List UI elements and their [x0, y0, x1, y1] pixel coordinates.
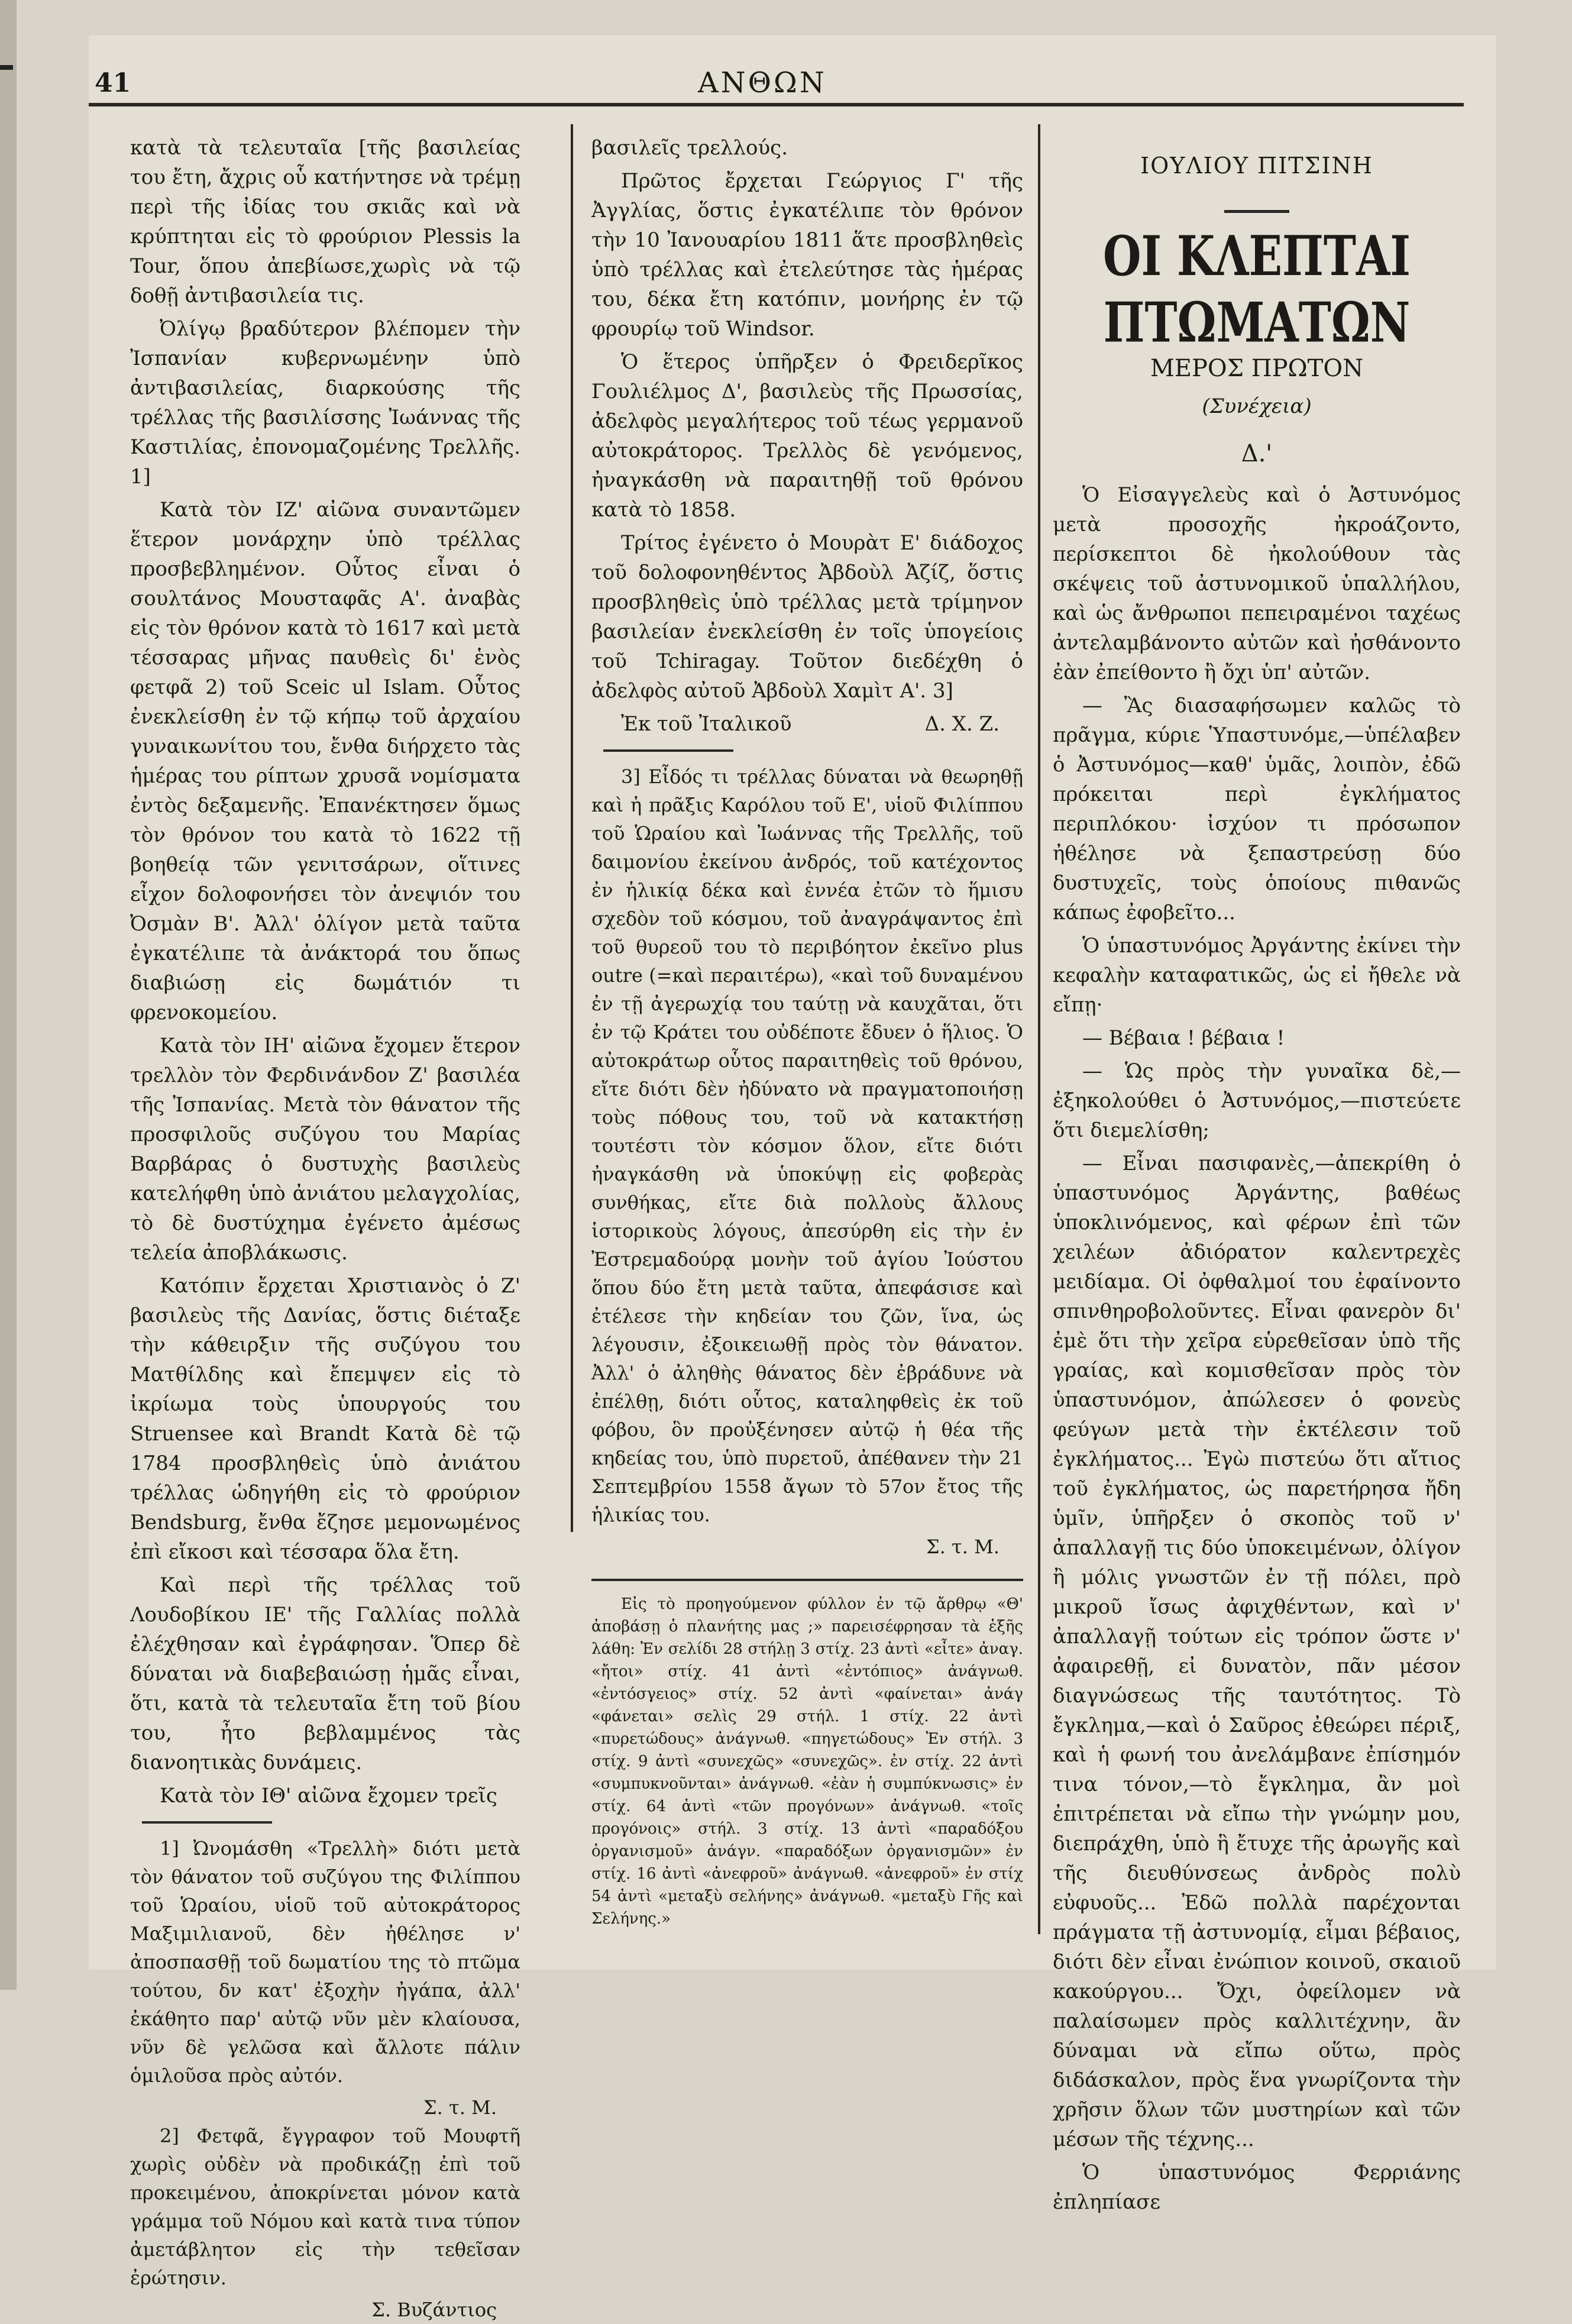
header-rule — [89, 103, 1464, 106]
story-author: ΙΟΥΛΙΟΥ ΠΙΤΣΙΝΗ — [1140, 153, 1373, 179]
errata-rule — [591, 1579, 1023, 1581]
column-2 — [591, 133, 1023, 1934]
paragraph: κατὰ τὰ τελευταῖα [τῆς βασιλείας του ἔτη, ἄχρις οὗ κατήντησε νὰ τρέμῃ περὶ τῆς ἰδίας του σκιᾶς καὶ νὰ κρύπτηται εἰς τὸ φρούριον Plessis la Tour, ὅπου ἀπεβίωσε,χωρὶς νὰ τῷ δοθῇ ἀντιβασιλεία τις. — [130, 136, 520, 308]
paragraph: βασιλεῖς τρελλούς. — [591, 136, 788, 160]
story-title: ΟΙ ΚΛΕΠΤΑΙ ΠΤΩΜΑΤΩΝ — [1103, 225, 1411, 355]
column-3 — [1053, 151, 1461, 2220]
chapter-number: Δ.' — [1241, 440, 1273, 467]
continued-label: (Συνέχεια) — [1202, 395, 1312, 418]
paragraph: Τρίτος ἐγένετο ὁ Μουρὰτ Ε' διάδοχος τοῦ δολοφονηθέντος Ἀβδοὺλ Ἀζίζ, ὅστις προσβληθεὶς ὑπὸ τρέλλας μετὰ τρίμηνον βασιλείαν ἐνεκλείσθη ἐν τοῖς ὑπογείοις τοῦ Tchiragay. Τοῦτον διεδέχθη ὁ ἀδελφὸς αὐτοῦ Ἀβδοὺλ Χαμὶτ Α'. 3] — [591, 531, 1023, 703]
page-edge — [0, 0, 17, 1990]
column-divider-1 — [571, 124, 573, 1532]
footnote-rule — [142, 1821, 272, 1824]
footnote: 2] Φετφᾶ, ἔγγραφον τοῦ Μουφτῆ χωρὶς οὐδὲν νὰ προδικάζῃ ἐπὶ τοῦ προκειμένου, ἀποκρίνεται μόνον κατὰ γράμμα τοῦ Νόμου καὶ κατὰ τινα τύπον ἀμετάβλητον εἰς τὴν τεθεῖσαν ἐρώτησιν. — [130, 2125, 520, 2289]
footnote-signature: Σ. τ. Μ. — [926, 1536, 1000, 1558]
paragraph: — Ἂς διασαφήσωμεν καλῶς τὸ πρᾶγμα, κύριε Ὑπαστυνόμε,—ὑπέλαβεν ὁ Ἀστυνόμος—καθ' ὑμᾶς, λοιπὸν, ἐδῶ πρόκειται περὶ ἐγκλήματος περιπλόκου· ἰσχύον τι πρόσωπον ἠθέλησε νὰ ξεπαστρεύσῃ δύο δυστυχεῖς, τοὺς ὁποίους πιθανῶς κάπως ἐφοβεῖτο... — [1053, 694, 1461, 925]
paragraph: Κατὰ τὸν ΙΘ' αἰῶνα ἔχομεν τρεῖς — [160, 1784, 497, 1808]
column-divider-2 — [1038, 124, 1040, 1934]
paragraph: Ὁ ἕτερος ὑπῆρξεν ὁ Φρειδερῖκος Γουλιέλμος Δ', βασιλεὺς τῆς Πρωσσίας, ἀδελφὸς μεγαλήτερος τοῦ τέως γερμανοῦ αὐτοκράτορος. Τρελλὸς δὲ γενόμενος, ἠναγκάσθη νὰ παραιτηθῇ τοῦ θρόνου κατὰ τὸ 1858. — [591, 350, 1023, 522]
paragraph: Κατόπιν ἔρχεται Χριστιανὸς ὁ Ζ' βασιλεὺς τῆς Δανίας, ὅστις διέταξε τὴν κάθειρξιν τῆς συζύγου του Ματθίλδης καὶ ἔπεμψεν εἰς τὸ ἰκρίωμα τοὺς ὑπουργούς του Struensee καὶ Brandt Κατὰ δὲ τῷ 1784 προσβληθεὶς ὑπὸ ἀνιάτου τρέλλας ὡδηγήθη εἰς τὸ φρούριον Bendsburg, ἔνθα ἔζησε μεμονωμένος ἐπὶ εἴκοσι καὶ τέσσαρα ὅλα ἔτη. — [130, 1274, 520, 1564]
source-credit — [591, 709, 1023, 739]
paragraph: Ὁ ὑπαστυνόμος Φερριάνης ἐπληπίασε — [1053, 2161, 1461, 2214]
paragraph: Κατὰ τὸν ΙΖ' αἰῶνα συναντῶμεν ἕτερον μονάρχην ὑπὸ τρέλλας προσβεβλημένον. Οὗτος εἶναι ὁ σουλτάνος Μουσταφᾶς Α'. ἀναβὰς εἰς τὸν θρόνον κατὰ τὸ 1617 καὶ μετὰ τέσσαρας μῆνας παυθεὶς δι' ἑνὸς φετφᾶ 2) τοῦ Sceic ul Islam. Οὗτος ἐνεκλείσθη ἐν τῷ κήπῳ τοῦ ἀρχαίου γυναικωνίτου του, ἔνθα διήρχετο τὰς ἡμέρας του ρίπτων χρυσᾶ νομίσματα ἐντὸς δεξαμενῆς. Ἐπανέκτησεν ὅμως τὸν θρόνον του κατὰ τὸ 1622 τῇ βοηθείᾳ τῶν γενιτσάρων, οἵτινες εἶχον δολοφονήσει τὸν ἀνεψιόν του Ὀσμὰν Β'. Ἀλλ' ὀλίγον μετὰ ταῦτα ἐγκατέλιπε τὰ ἀνάκτορά του ὅπως διαβιώσῃ εἰς δωμάτιόν τι φρενοκομείου. — [130, 498, 520, 1024]
title-dash — [1224, 210, 1289, 213]
paragraph: Ὁ ὑπαστυνόμος Ἀργάντης ἐκίνει τὴν κεφαλὴν καταφατικῶς, ὡς εἰ ἤθελε νὰ εἴπῃ· — [1053, 934, 1461, 1017]
footnote: 3] Εἶδός τι τρέλλας δύναται νὰ θεωρηθῇ καὶ ἡ πρᾶξις Καρόλου τοῦ Ε', υἱοῦ Φιλίππου τοῦ Ὡραίου καὶ Ἰωάννας τῆς Τρελλῆς, τοῦ δαιμονίου ἐκείνου ἀνδρός, τοῦ κατέχοντος ἐν ἡλικίᾳ δέκα καὶ ἐννέα ἐτῶν τὸ ἥμισυ σχεδὸν τοῦ κόσμου, τοῦ ἀναγράψαντος ἐπὶ τοῦ θυρεοῦ του τὸ περιβόητον ἐκεῖνο plus outre (=καὶ περαιτέρω), «καὶ τοῦ δυναμένου ἐν τῇ ἀγερωχίᾳ του ταύτῃ νὰ καυχᾶται, ὅτι ἐν τῷ Κράτει του οὐδέποτε ἔδυεν ὁ ἥλιος. Ὁ αὐτοκράτωρ οὗτος παραιτηθεὶς τοῦ θρόνου, εἴτε διότι δὲν ἠδύνατο νὰ πραγματοποιήσῃ τοὺς πόθους του, τοῦ νὰ κατακτήσῃ τουτέστι τὸν κόσμον ὅλον, εἴτε διότι ἠναγκάσθη νὰ ὑποκύψῃ εἰς φοβερὰς συνθήκας, εἴτε διὰ πολλοὺς ἄλλους ἱστορικοὺς λόγους, ἀπεσύρθη εἰς τὴν ἐν Ἐστρεμαδούρᾳ μονὴν τοῦ ἁγίου Ἰούστου ὅπου δύο ἔτη μετὰ ταῦτα, ἀπεφάσισε καὶ ἐτέλεσε τὴν κηδείαν του ζῶν, ἵνα, ὡς λέγουσιν, ἐξοικειωθῇ πρὸς τὸν θάνατον. Ἀλλ' ὁ ἀληθὴς θάνατος δὲν ἐβράδυνε νὰ ἐπέλθῃ, διότι οὗτος, καταληφθεὶς ἐκ τοῦ φόβου, ὃν προὐξένησεν αὐτῷ ἡ θέα τῆς κηδείας του, ὑπὸ πυρετοῦ, ἀπέθανεν τὴν 21 Σεπτεμβρίου 1558 ἄγων τὸ 57ον ἔτος τῆς ἡλικίας του. — [591, 765, 1023, 1526]
paragraph: Ὁ Εἰσαγγελεὺς καὶ ὁ Ἀστυνόμος μετὰ προσοχῆς ἠκροάζοντο, περίσκεπτοι δὲ ἠκολούθουν τὰς σκέψεις τοῦ ἀστυνομικοῦ ὑπαλλήλου, καὶ ὡς ἄνθρωποι πεπειραμένοι ταχέως ἀντελαμβάνοντο αὐτῶν καὶ ἠσθάνοντο ἐὰν ἐπείθοντο ἢ ὄχι ὑπ' αὐτῶν. — [1053, 483, 1461, 684]
footnote-signature: Σ. τ. Μ. — [423, 2096, 497, 2119]
page-number: 41 — [95, 68, 131, 98]
paragraph: — Εἶναι πασιφανὲς,—ἀπεκρίθη ὁ ὑπαστυνόμος Ἀργάντης, βαθέως ὑποκλινόμενος, καὶ φέρων ἐπὶ τῶν χειλέων ἀδιόρατον καλεντρεχὲς μειδίαμα. Οἱ ὀφθαλμοί του ἐφαίνοντο σπινθηροβολοῦντες. Εἶναι φανερὸν δι' ἐμὲ ὅτι τὴν χεῖρα εὑρεθεῖσαν ὑπὸ τῆς γραίας, καὶ κομισθεῖσαν πρὸς τὸν ὑπαστυνόμον, ἀπώλεσεν ὁ φονεὺς φεύγων μετὰ τὴν ἐκτέλεσιν τοῦ ἐγκλήματος... Ἐγὼ πιστεύω ὅτι αἴτιος τοῦ ἐγκλήματος, ὡς παρετήρησα ἤδη ὑμῖν, ὑπῆρξεν ὁ σκοπὸς τοῦ ν' ἀπαλλαγῇ τις δύο ὑποκειμένων, ὀλίγον ἢ μόλις γνωστῶν ἐν τῇ πόλει, πρὸ μικροῦ ἴσως ἀφιχθέντων, καὶ ν' ἀπαλλαγῇ τούτων εἰς τρόπον ὥστε ν' ἀφαιρεθῇ, εἰ δυνατὸν, πᾶν μέσον διαγνώσεως τῆς ταυτότητος. Τὸ ἔγκλημα,—καὶ ὁ Σαῦρος ἐθεώρει πέριξ, καὶ ἡ φωνή του ἀνελάμβανε ἐπίσημόν τινα τόνον,—τὸ ἔγκλημα, ἂν μοὶ ἐπιτρέπεται νὰ εἴπω τὴν γνώμην μου, διεπράχθη, ὑπὸ ἣ ἔτυχε τῆς ἀρωγῆς καὶ τῆς διευθύνσεως ἀνδρὸς πολὺ εὐφυοῦς... Ἐδῶ πολλὰ παρέχονται πράγματα τῇ ἀστυνομίᾳ, εἶμαι βέβαιος, διότι δὲν εἶναι ἐνώπιον κοινοῦ, σκαιοῦ κακούργου... Ὄχι, ὀφείλομεν νὰ παλαίσωμεν πρὸς καλλιτέχνην, ἂν δύναμαι νὰ εἴπω οὕτω, πρὸς διδάσκαλον, πρὸς ἕνα γνωρίζοντα τὴν χρῆσιν ὅλων τῶν μυστηρίων καὶ τῶν μέσων τῆς τέχνης... — [1053, 1152, 1461, 2151]
story-part: ΜΕΡΟΣ ΠΡΩΤΟΝ — [1150, 355, 1364, 382]
source-initials: Δ. Χ. Ζ. — [924, 712, 1000, 736]
errata-notice: Εἰς τὸ προηγούμενον φύλλον ἐν τῷ ἄρθρῳ «Θ' ἀποβάσῃ ὁ πλανήτης μας ;» παρεισέφρησαν τὰ ἑξῆς λάθη: Ἐν σελίδι 28 στήλῃ 3 στίχ. 23 ἀντὶ «εἶτε» ἀναγ. «ἤτοι» στίχ. 41 ἀντὶ «ἐντόπιος» ἀνάγνωθ. «ἐντόσγειος» στίχ. 52 ἀντὶ «φαίνεται» ἀνάγ «φάνεται» σελὶς 29 στήλ. 1 στίχ. 22 ἀντὶ «πυρετώδους» ἀνάγνωθ. «πηγετώδους» Ἐν στήλ. 3 στίχ. 9 ἀντὶ «συνεχῶς» «συνεχῶς». ἐν στίχ. 22 ἀντὶ «συμπυκνοῦνται» ἀνάγνωθ. «ἐὰν ἡ συμπύκνωσις» ἐν στίχ. 64 ἀντὶ «τῶν προγόνων» ἀνάγνωθ. «τοῖς προγόνοις» στήλ. 3 στίχ. 13 ἀντὶ «παραδόξου ὀργανισμοῦ» ἀνάγν. «παραδόξων ὀργανισμῶν» ἐν στίχ. 16 ἀντὶ «ἀνεφροῦ» ἀνάγνωθ. «ἀνεφροῦ» ἐν στίχ 54 ἀντὶ «μεταξὺ σελήνης» ἀνάγνωθ. «μεταξὺ Γῆς καὶ Σελήνης.» — [591, 1595, 1023, 1928]
source-line: Ἐκ τοῦ Ἰταλικοῦ — [621, 712, 792, 736]
paragraph: — Βέβαια ! βέβαια ! — [1082, 1026, 1285, 1050]
journal-title: ΑΝΘΩΝ — [698, 66, 827, 99]
column-1 — [130, 133, 520, 2324]
footnote: 1] Ὠνομάσθη «Τρελλὴ» διότι μετὰ τὸν θάνατον τοῦ συζύγου της Φιλίππου τοῦ Ὡραίου, υἱοῦ τοῦ αὐτοκράτορος Μαξιμιλιανοῦ, δὲν ἠθέλησε ν' ἀποσπασθῇ τοῦ δωματίου της τὸ πτῶμα τούτου, δν κατ' ἐξοχὴν ἠγάπα, ἀλλ' ἐκάθητο παρ' αὐτῷ νῦν μὲν κλαίουσα, νῦν δὲ γελῶσα καὶ ἄλλοτε πάλιν ὁμιλοῦσα πρὸς αὐτόν. — [130, 1837, 520, 2087]
paragraph: Ὀλίγῳ βραδύτερον βλέπομεν τὴν Ἰσπανίαν κυβερνωμένην ὑπὸ ἀντιβασιλείας, διαρκούσης τῆς τρέλλας τῆς βασιλίσσης Ἰωάννας τῆς Καστιλίας, ἐπονομαζομένης Τρελλῆς. 1] — [130, 317, 520, 489]
footnote-rule — [603, 749, 733, 752]
footnote-signature: Σ. Βυζάντιος — [371, 2299, 497, 2321]
edge-mark — [0, 65, 13, 70]
paragraph: Κατὰ τὸν ΙΗ' αἰῶνα ἔχομεν ἕτερον τρελλὸν τὸν Φερδινάνδον Ζ' βασιλέα τῆς Ἰσπανίας. Μετὰ τὸν θάνατον τῆς προσφιλοῦς συζύγου του Μαρίας Βαρβάρας ὁ δυστυχὴς βασιλεὺς κατελήφθη ὑπὸ ἀνιάτου μελαγχολίας, τὸ δὲ δυστύχημα ἐγένετο ἀμέσως τελεία ἀποβλάκωσις. — [130, 1034, 520, 1265]
paragraph: Πρῶτος ἔρχεται Γεώργιος Γ' τῆς Ἀγγλίας, ὅστις ἐγκατέλιπε τὸν θρόνον τὴν 10 Ἰανουαρίου 1811 ἅτε προσβληθεὶς ὑπὸ τρέλλας καὶ ἐτελεύτησε τὰς ἡμέρας του, δέκα ἔτη κατόπιν, μονήρης ἐν τῷ φρουρίῳ τοῦ Windsor. — [591, 169, 1023, 341]
paragraph: — Ὡς πρὸς τὴν γυναῖκα δὲ,—ἐξηκολούθει ὁ Ἀστυνόμος,—πιστεύετε ὅτι διεμελίσθη; — [1053, 1059, 1461, 1142]
paragraph: Καὶ περὶ τῆς τρέλλας τοῦ Λουδοβίκου ΙΕ' τῆς Γαλλίας πολλὰ ἐλέχθησαν καὶ ἐγράφησαν. Ὅπερ δὲ δύναται νὰ διαβεβαιώσῃ ἡμᾶς εἶναι, ὅτι, κατὰ τὰ τελευταῖα ἔτη τοῦ βίου του, ἦτο βεβλαμμένος τὰς διανοητικὰς δυνάμεις. — [130, 1573, 520, 1774]
